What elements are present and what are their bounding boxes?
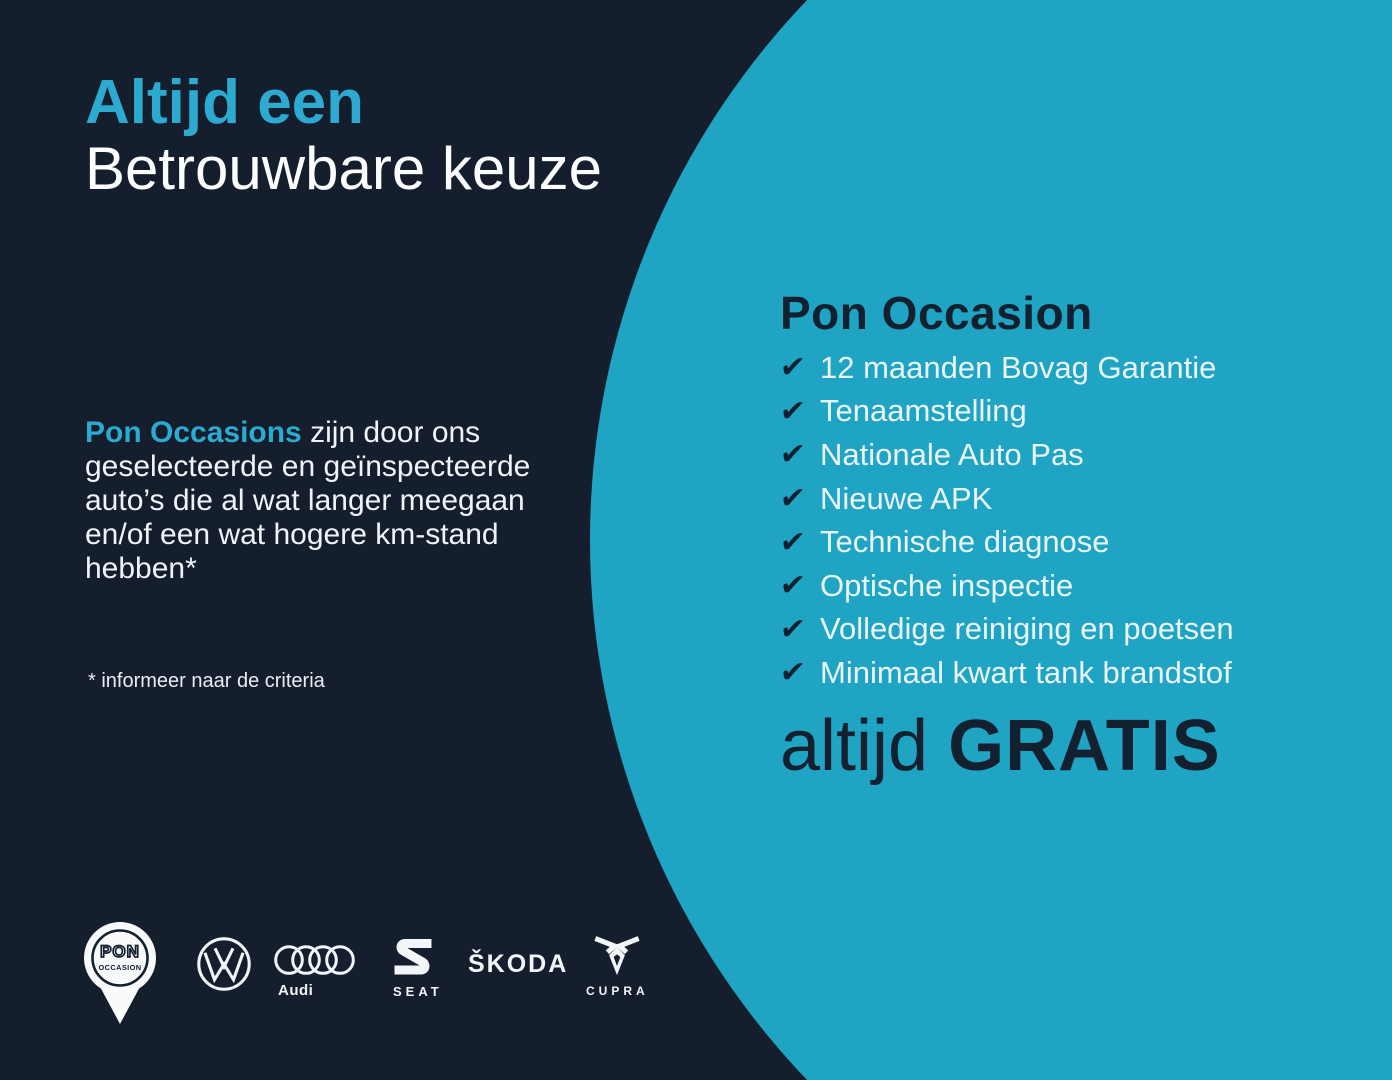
- benefit-label: Minimaal kwart tank brandstof: [820, 654, 1232, 690]
- benefit-label: Optische inspectie: [820, 567, 1074, 603]
- pon-occasion-logo: [82, 920, 158, 1028]
- tagline-regular: altijd: [780, 705, 949, 786]
- check-icon: ✔: [778, 482, 807, 516]
- cupra-logo: [586, 932, 648, 998]
- tagline-bold: GRATIS: [948, 705, 1221, 786]
- intro-lead: Pon Occasions: [85, 416, 302, 449]
- seat-label: SEAT: [393, 984, 443, 999]
- check-icon: ✔: [778, 569, 807, 603]
- benefit-label: Nationale Auto Pas: [820, 436, 1084, 472]
- benefit-list: [780, 346, 1370, 695]
- skoda-logo: [468, 950, 568, 979]
- check-icon: ✔: [778, 612, 807, 646]
- headline-accent: Altijd een: [85, 68, 365, 137]
- list-item: [780, 433, 1370, 477]
- intro-paragraph: [85, 416, 590, 586]
- headline: [85, 70, 602, 202]
- list-item: [780, 520, 1370, 564]
- audi-logo: [274, 944, 356, 999]
- cupra-mark-icon: [592, 932, 642, 980]
- pon-logo-bottom-text: OCCASION: [98, 963, 142, 972]
- benefits-panel: [780, 288, 1370, 787]
- headline-main: Betrouwbare keuze: [85, 135, 602, 202]
- benefit-label: Volledige reiniging en poetsen: [820, 611, 1234, 647]
- intro-rest: zijn door ons geselecteerde en geïnspecteerde auto’s die al wat langer meegaan en/of een wat hogere km-stand hebben*: [85, 416, 531, 585]
- audi-label: Audi: [278, 982, 314, 999]
- list-item: [780, 564, 1370, 608]
- panel-title: Pon Occasion: [780, 287, 1093, 339]
- check-icon: ✔: [778, 438, 807, 472]
- footnote: * informeer naar de criteria: [88, 670, 325, 692]
- list-item: [780, 477, 1370, 521]
- volkswagen-logo: [196, 936, 252, 992]
- check-icon: ✔: [778, 351, 807, 385]
- audi-rings-icon: [274, 944, 356, 976]
- check-icon: ✔: [778, 394, 807, 428]
- vw-logo-icon: [196, 936, 252, 992]
- list-item: [780, 608, 1370, 652]
- pon-logo-top-text: PON: [100, 942, 140, 961]
- skoda-label: ŠKODA: [468, 950, 569, 978]
- benefit-label: 12 maanden Bovag Garantie: [820, 349, 1217, 385]
- cupra-label: CUPRA: [586, 984, 649, 998]
- seat-s-icon: [393, 936, 433, 978]
- benefit-label: Tenaamstelling: [820, 393, 1027, 429]
- check-icon: ✔: [778, 656, 807, 690]
- benefit-label: Technische diagnose: [820, 524, 1110, 560]
- pon-occasion-pin-icon: [82, 920, 158, 1028]
- list-item: [780, 651, 1370, 695]
- seat-logo: [391, 936, 443, 999]
- list-item: [780, 346, 1370, 390]
- check-icon: ✔: [778, 525, 807, 559]
- benefit-label: Nieuwe APK: [820, 480, 993, 516]
- list-item: [780, 390, 1370, 434]
- tagline: [780, 705, 1370, 787]
